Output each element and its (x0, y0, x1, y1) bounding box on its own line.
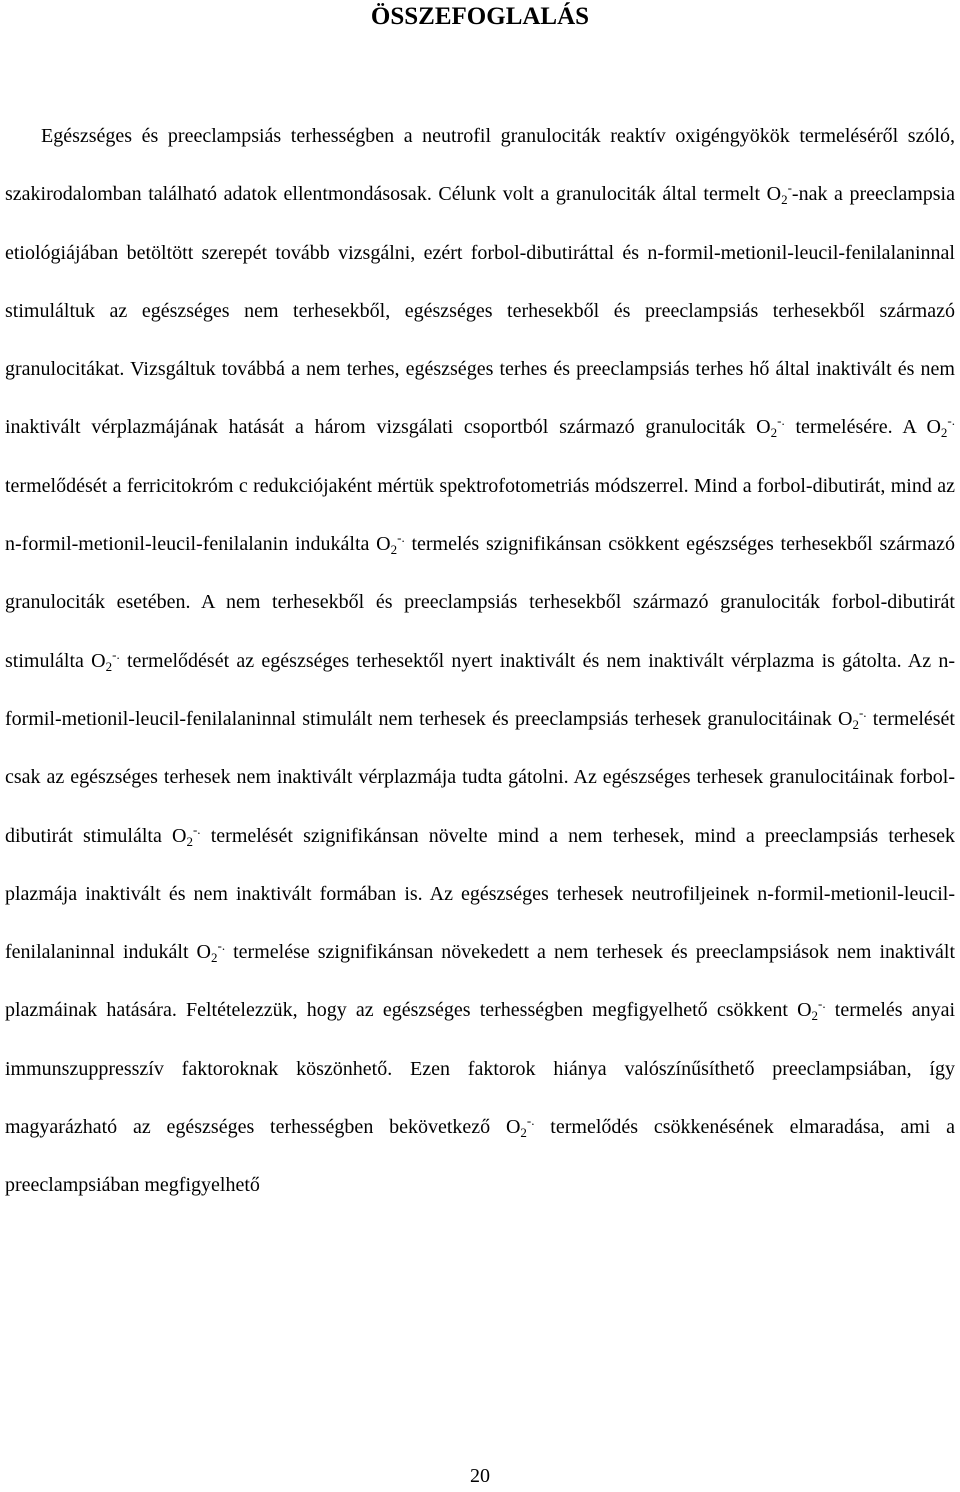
text-segment: termelés szignifikánsan csökkent egészséges terhesekből származó granulociták esetében. A nem terhesekből és preeclampsiás terhesekből származó granulociták forbol-dibutirát stimulálta (5, 533, 955, 672)
text-segment: -nak a preeclampsia etiológiájában betöltött szerepét tovább vizsgálni, ezért forbol-dibutiráttal és n-formil-metionil-leucil-fenilalaninnal stimuláltuk az egészséges nem terhesekből, egészséges terhesekből és preeclampsiás terhesekből származó granulocitákat. Vizsgáltuk továbbá a nem terhes, egészséges terhes és preeclampsiás terhes hő által inaktivált és nem inaktivált vérplazmájának hatását a három vizsgálati csoportból származó granulociták (5, 183, 955, 439)
page-number: 20 (470, 1465, 490, 1487)
superoxide-formula: $O_2^{-.}$ (926, 413, 955, 441)
superoxide-formula: $O_2^{-.}$ (376, 530, 405, 558)
text-segment: termelődés csökkenésének elmaradása, ami a preeclampsiában megfigyelhető (5, 1116, 955, 1197)
superoxide-formula: $O_2^-$ (766, 180, 792, 208)
text-segment: termelését csak az egészséges terhesek nem inaktivált vérplazmája tudta gátolni. Az egészséges terhesek granulocitáinak forbol-dibutirát stimulálta (5, 707, 955, 847)
text-segment: termelése szignifikánsan növekedett a nem terhesek és preeclampsiások nem inaktivált plazmáinak hatására. Feltételezzük, hogy az egészséges terhességben megfigyelhető csökkent (5, 941, 956, 1022)
superoxide-formula: $O_2^{-.}$ (505, 1113, 535, 1141)
superoxide-formula: $O_2^{-.}$ (172, 821, 201, 849)
text-segment: Egészséges és preeclampsiás terhességben a neutrofil granulociták reaktív oxigéngyökök termeléséről szóló, szakirodalomban található adatok ellentmondásosak. Célunk volt a granulociták által termelt (5, 125, 955, 206)
superoxide-formula: $O_2^{-.}$ (797, 996, 826, 1024)
text-segment: termelésére. A (784, 416, 927, 439)
summary-paragraph (5, 107, 955, 1215)
page-title: ÖSSZEFOGLALÁS (370, 3, 590, 30)
superoxide-formula: $O_2^{-.}$ (196, 938, 226, 966)
text-segment: termelés anyai immunszuppresszív faktoroknak köszönhető. Ezen faktorok hiánya valószínűsíthető preeclampsiában, így magyarázható az egészséges terhességben bekövetkező (5, 999, 956, 1139)
text-segment: termelését szignifikánsan növelte mind a nem terhesek, mind a preeclampsiás terhesek plazmája inaktivált és nem inaktivált formában is. Az egészséges terhesek neutrofiljeinek n-formil-metionil-leucil-fenilalaninnal indukált (5, 824, 956, 964)
text-segment: termelődését az egészséges terhesektől nyert inaktivált és nem inaktivált vérplazma is gátolta. Az n-formil-metionil-leucil-fenilalaninnal stimulált nem terhesek és preeclampsiás terhesek granulocitáinak (5, 649, 956, 730)
text-segment: termelődését a ferricitokróm c redukciójaként mértük spektrofotometriás módszerrel. Mind a forbol-dibutirát, mind az n-formil-metionil-leucil-fenilalanin indukálta (5, 474, 955, 556)
superoxide-formula: $O_2^{-.}$ (838, 704, 867, 732)
superoxide-formula: $O_2^{-.}$ (91, 646, 120, 674)
superoxide-formula: $O_2^{-.}$ (756, 413, 785, 441)
